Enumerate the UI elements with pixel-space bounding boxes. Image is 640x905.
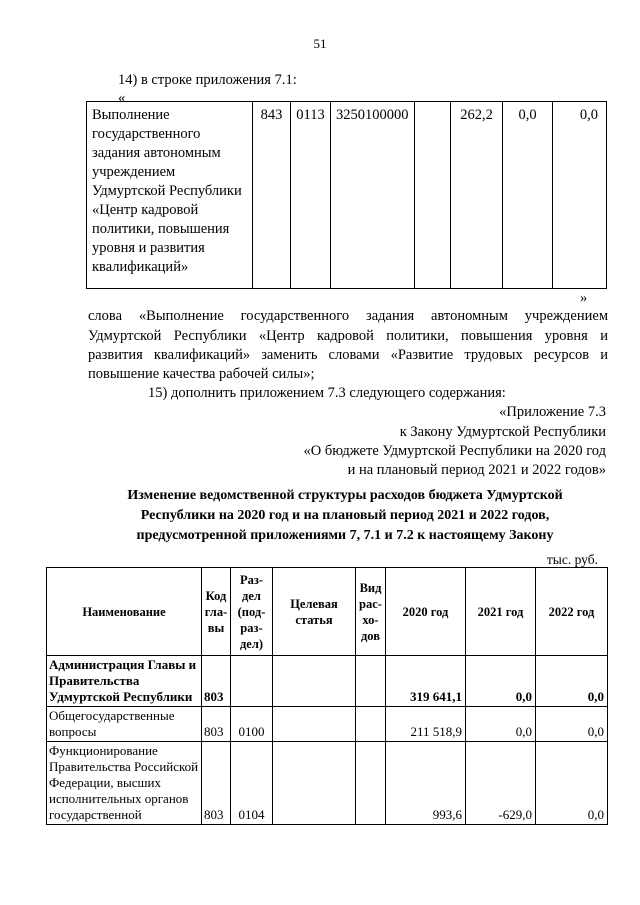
replace-text-line-1: слова «Выполнение государственного задания автономным учреждением	[88, 308, 608, 324]
row-name: Выполнение государственного задания автономным учреждением Удмуртской Республики «Центр кадровой политики, повышения уровня и развития квалификаций»	[87, 102, 253, 289]
cell-name: Администрация Главы и Правительства Удмуртской Республики	[47, 656, 202, 707]
header-2021: 2021 год	[466, 568, 536, 656]
table-header-row	[47, 568, 608, 656]
cell-2022: 0,0	[536, 707, 608, 742]
row-target-code: 3250100000	[331, 102, 415, 289]
cell-2021: -629,0	[466, 742, 536, 825]
cell-2020: 211 518,9	[386, 707, 466, 742]
appendix-header-line-3: «О бюджете Удмуртской Республики на 2020 год	[303, 443, 606, 459]
replace-text-line-4: повышение качества рабочей силы»;	[88, 366, 315, 382]
replace-text-line-3: развития квалификаций» заменить словами «Развитие трудовых ресурсов и	[88, 347, 608, 363]
row-value-2022: 0,0	[553, 102, 607, 289]
cell-target	[273, 656, 356, 707]
row-ministry-code: 843	[253, 102, 291, 289]
row-section-code: 0113	[291, 102, 331, 289]
appendix-7-1-row-table	[86, 101, 607, 289]
cell-2020: 993,6	[386, 742, 466, 825]
cell-section	[231, 656, 273, 707]
cell-2022: 0,0	[536, 656, 608, 707]
header-name: Наименование	[47, 568, 202, 656]
table-row	[87, 102, 607, 289]
table-row	[47, 742, 608, 825]
cell-type	[356, 707, 386, 742]
page-number: 51	[313, 36, 327, 51]
budget-structure-table	[46, 567, 608, 825]
table-row	[47, 707, 608, 742]
row-value-2021: 0,0	[503, 102, 553, 289]
cell-2021: 0,0	[466, 707, 536, 742]
cell-code: 803	[202, 707, 231, 742]
document-title	[90, 486, 600, 546]
appendix-header-line-2: к Закону Удмуртской Республики	[399, 424, 606, 440]
title-line-1: Изменение ведомственной структуры расходов бюджета Удмуртской	[127, 488, 563, 503]
cell-code: 803	[202, 742, 231, 825]
cell-code: 803	[202, 656, 231, 707]
header-target: Целевая статья	[273, 568, 356, 656]
appendix-header-line-1: «Приложение 7.3	[499, 404, 606, 420]
header-type: Вид рас-хо-дов	[356, 568, 386, 656]
cell-2022: 0,0	[536, 742, 608, 825]
cell-target	[273, 707, 356, 742]
closing-quote: »	[580, 290, 588, 306]
item-14-heading: 14) в строке приложения 7.1:	[118, 72, 297, 88]
header-2022: 2022 год	[536, 568, 608, 656]
cell-2020: 319 641,1	[386, 656, 466, 707]
cell-2021: 0,0	[466, 656, 536, 707]
header-section: Раз-дел (под-раз-дел)	[231, 568, 273, 656]
header-2020: 2020 год	[386, 568, 466, 656]
row-value-2020: 262,2	[451, 102, 503, 289]
units-label: тыс. руб.	[546, 552, 598, 567]
cell-section: 0104	[231, 742, 273, 825]
cell-target	[273, 742, 356, 825]
cell-name: Общегосударственные вопросы	[47, 707, 202, 742]
cell-name: Функционирование Правительства Российской Федерации, высших исполнительных органов государственной	[47, 742, 202, 825]
opening-quote: «	[118, 90, 126, 106]
cell-type	[356, 742, 386, 825]
title-line-3: предусмотренной приложениями 7, 7.1 и 7.2 к настоящему Закону	[136, 528, 554, 543]
item-15-heading: 15) дополнить приложением 7.3 следующего содержания:	[148, 385, 506, 401]
table-row	[47, 656, 608, 707]
row-expense-type	[415, 102, 451, 289]
title-line-2: Республики на 2020 год и на плановый период 2021 и 2022 годов,	[140, 508, 550, 523]
cell-type	[356, 656, 386, 707]
header-code: Код гла-вы	[202, 568, 231, 656]
cell-section: 0100	[231, 707, 273, 742]
appendix-header-line-4: и на плановый период 2021 и 2022 годов»	[347, 462, 606, 478]
replace-text-line-2: Удмуртской Республики «Центр кадровой политики, повышения уровня и	[88, 328, 608, 344]
